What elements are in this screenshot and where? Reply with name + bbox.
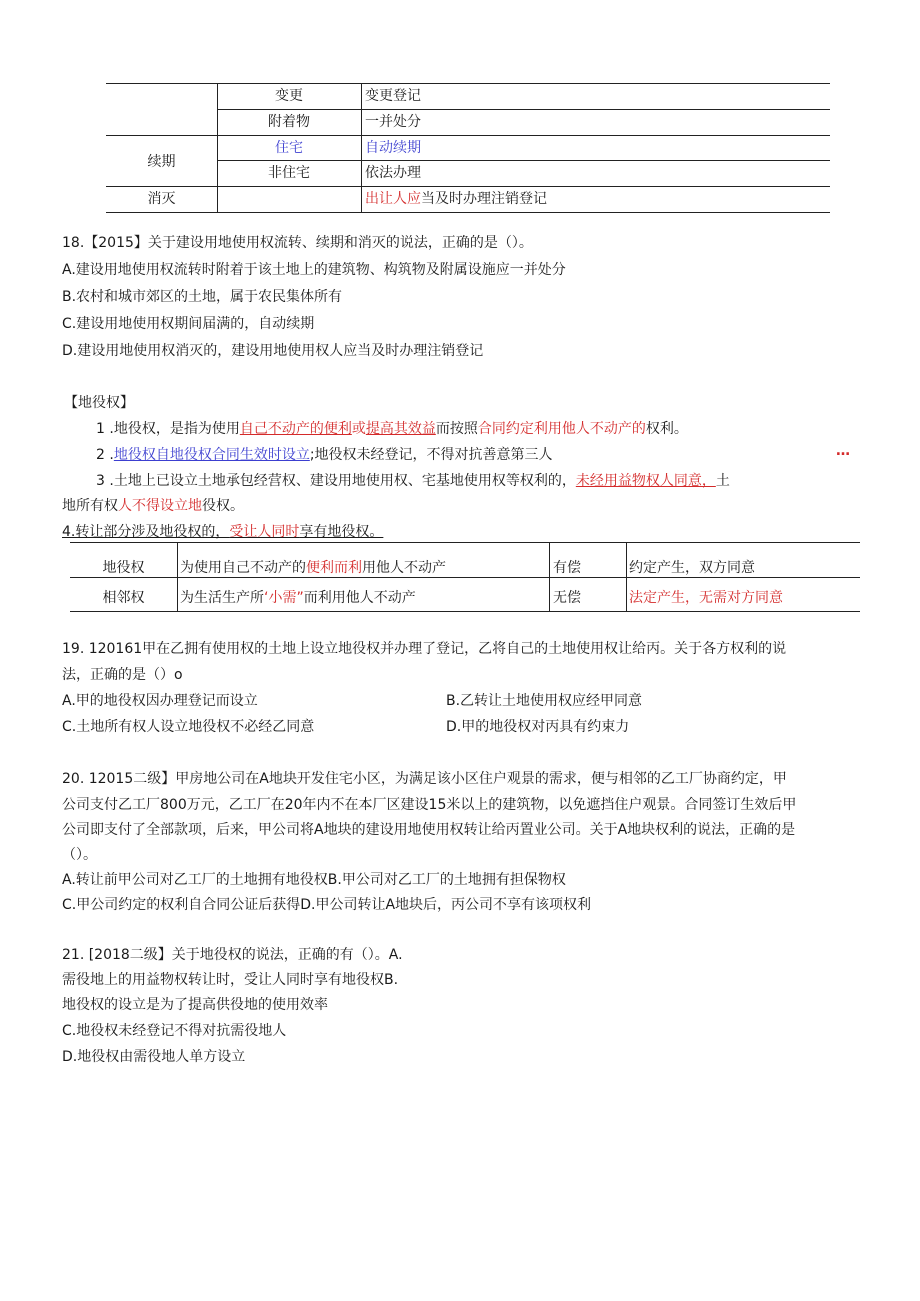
point-text: . (109, 447, 114, 463)
question-option: C.土地所有权人设立地役权不必经乙同意 (62, 719, 315, 735)
highlight-text: 便利而利 (306, 560, 362, 576)
highlight-text: 地役权自地役权合同生效时设立 (113, 447, 310, 463)
highlight-text: 或 (351, 421, 366, 437)
point-text: 土 (715, 473, 730, 489)
easement-point-1 (96, 419, 688, 439)
table-cell: 法定产生，无需对方同意 (629, 590, 783, 606)
cell-text: 为生活生产所 (180, 590, 264, 606)
point-number: 3 (96, 473, 105, 489)
question-20-stem: 20. 12015二级】甲房地公司在A地块开发住宅小区，为满足该小区住户观景的需求，便与相邻的乙工厂协商约定，甲 (62, 771, 787, 787)
question-option: B.农村和城市郊区的土地，属于农民集体所有 (62, 289, 343, 305)
question-option: C.建设用地使用权期间届满的，自动续期 (62, 316, 315, 332)
table-border-top (106, 83, 830, 84)
comparison-table (70, 542, 860, 612)
table-col-divider (361, 83, 362, 213)
table-cell: 相邻权 (102, 590, 145, 606)
table-cell: 无偿 (553, 590, 581, 606)
cell-text: 而利用他人不动产 (303, 590, 416, 606)
cell-text: 为使用自己不动产的 (180, 560, 306, 576)
table-cell: 有偿 (553, 560, 581, 576)
question-option: D.建设用地使用权消灭的，建设用地使用权人应当及时办理注销登记 (62, 343, 484, 359)
question-option: B.乙转让土地使用权应经甲同意 (446, 693, 643, 709)
table-cell: 依法办理 (365, 165, 421, 181)
table-row-divider (106, 186, 830, 187)
point-text: 权利。 (645, 421, 688, 437)
table-cell: 续期 (147, 154, 176, 170)
question-option: A.建设用地使用权流转时附着于该土地上的建筑物、构筑物及附属设施应一并处分 (62, 262, 566, 278)
table-row-divider (106, 135, 830, 136)
question-option: D.甲的地役权对丙具有约束力 (446, 719, 630, 735)
point-text: 役权。 (202, 498, 244, 514)
table-cell: 变更 (275, 88, 303, 104)
easement-point-3 (96, 471, 730, 491)
question-option: 需役地上的用益物权转让时，受让人同时享有地役权B. (62, 972, 399, 988)
table-cell (180, 589, 416, 607)
table-cell (365, 190, 547, 208)
highlight-text: ‘小需” (264, 590, 304, 606)
table-col-divider (626, 542, 627, 612)
highlight-text: 合同约定利用他人不动产的 (477, 421, 646, 437)
question-18-stem: 18.【2015】关于建设用地使用权流转、续期和消灭的说法，正确的是（）。 (62, 235, 533, 251)
question-21-stem: 21. [2018二级】关于地役权的说法，正确的有（）。A. (62, 947, 403, 963)
registration-table (106, 83, 830, 213)
cell-text: 当及时办理注销登记 (421, 191, 547, 207)
point-text: 地所有权 (62, 498, 118, 514)
point-text: .地役权，是指为使用 (109, 421, 240, 437)
table-col-divider (177, 542, 178, 612)
point-number: 2 (96, 447, 105, 463)
table-cell (180, 559, 446, 577)
point-text: 而按照 (435, 421, 478, 437)
highlight-text: 受让人同时 (229, 524, 300, 540)
easement-point-4 (62, 522, 383, 542)
cell-text: 用他人不动产 (362, 560, 446, 576)
question-option: D.地役权由需役地人单方设立 (62, 1049, 246, 1065)
highlight-text: 提高其效益 (365, 421, 436, 437)
table-border-bottom (70, 611, 860, 612)
highlight-text: 自己不动产的便利 (239, 421, 352, 437)
table-col-divider (549, 542, 550, 612)
table-border-bottom (106, 212, 830, 213)
question-option: C.地役权未经登记不得对抗需役地人 (62, 1023, 287, 1039)
point-text: 享有地役权。 (299, 524, 384, 540)
question-option: A.甲的地役权因办理登记而设立 (62, 693, 258, 709)
highlight-text: 出让人应 (365, 191, 421, 207)
table-cell: 住宅 (275, 140, 303, 156)
question-20-stem: 公司支付乙工厂800万元，乙工厂在20年内不在本厂区建设15米以上的建筑物，以免遮挡住户观景。合同签订生效后甲 (62, 797, 797, 813)
table-row-divider (70, 577, 860, 578)
question-19-stem: 19. 120161甲在乙拥有使用权的土地上设立地役权并办理了登记，乙将自己的土地使用权让给丙。关于各方权利的说 (62, 641, 787, 657)
point-text: .土地上已设立土地承包经营权、建设用地使用权、宅基地使用权等权利的， (109, 473, 576, 489)
question-option: A.转让前甲公司对乙工厂的土地拥有地役权B.甲公司对乙工厂的土地拥有担保物权 (62, 872, 566, 888)
point-text: 4.转让部分涉及地役权的， (62, 524, 230, 540)
table-cell: 自动续期 (365, 140, 421, 156)
table-cell: 非住宅 (268, 165, 310, 181)
table-row-divider (217, 109, 830, 110)
easement-point-3-cont (62, 496, 244, 516)
question-option: 地役权的设立是为了提高供役地的使用效率 (62, 997, 328, 1013)
highlight-text: 未经用益物权人同意， (575, 473, 716, 489)
ellipsis-mark: … (836, 443, 850, 459)
table-cell: 附着物 (268, 114, 310, 130)
table-cell: 消灭 (147, 191, 176, 207)
question-20-stem: 公司即支付了全部款项，后来，甲公司将A地块的建设用地使用权转让给丙置业公司。关于A地块权利的说法，正确的是 (62, 822, 796, 838)
table-cell: 地役权 (102, 560, 145, 576)
table-cell: 约定产生，双方同意 (629, 560, 755, 576)
easement-point-2 (96, 445, 553, 465)
table-border-top (70, 542, 860, 543)
table-cell: 一并处分 (365, 114, 421, 130)
table-cell: 变更登记 (365, 88, 421, 104)
point-text: ;地役权未经登记，不得对抗善意第三人 (309, 447, 553, 463)
question-19-stem: 法，正确的是（）o (62, 667, 183, 683)
question-option: C.甲公司约定的权利自合同公证后获得D.甲公司转让A地块后，丙公司不享有该项权利 (62, 897, 592, 913)
question-20-stem: （）。 (62, 847, 97, 863)
point-number: 1 (96, 421, 105, 437)
highlight-text: 人不得设立地 (118, 498, 202, 514)
table-row-divider (217, 160, 830, 161)
section-heading: 【地役权】 (64, 395, 134, 411)
